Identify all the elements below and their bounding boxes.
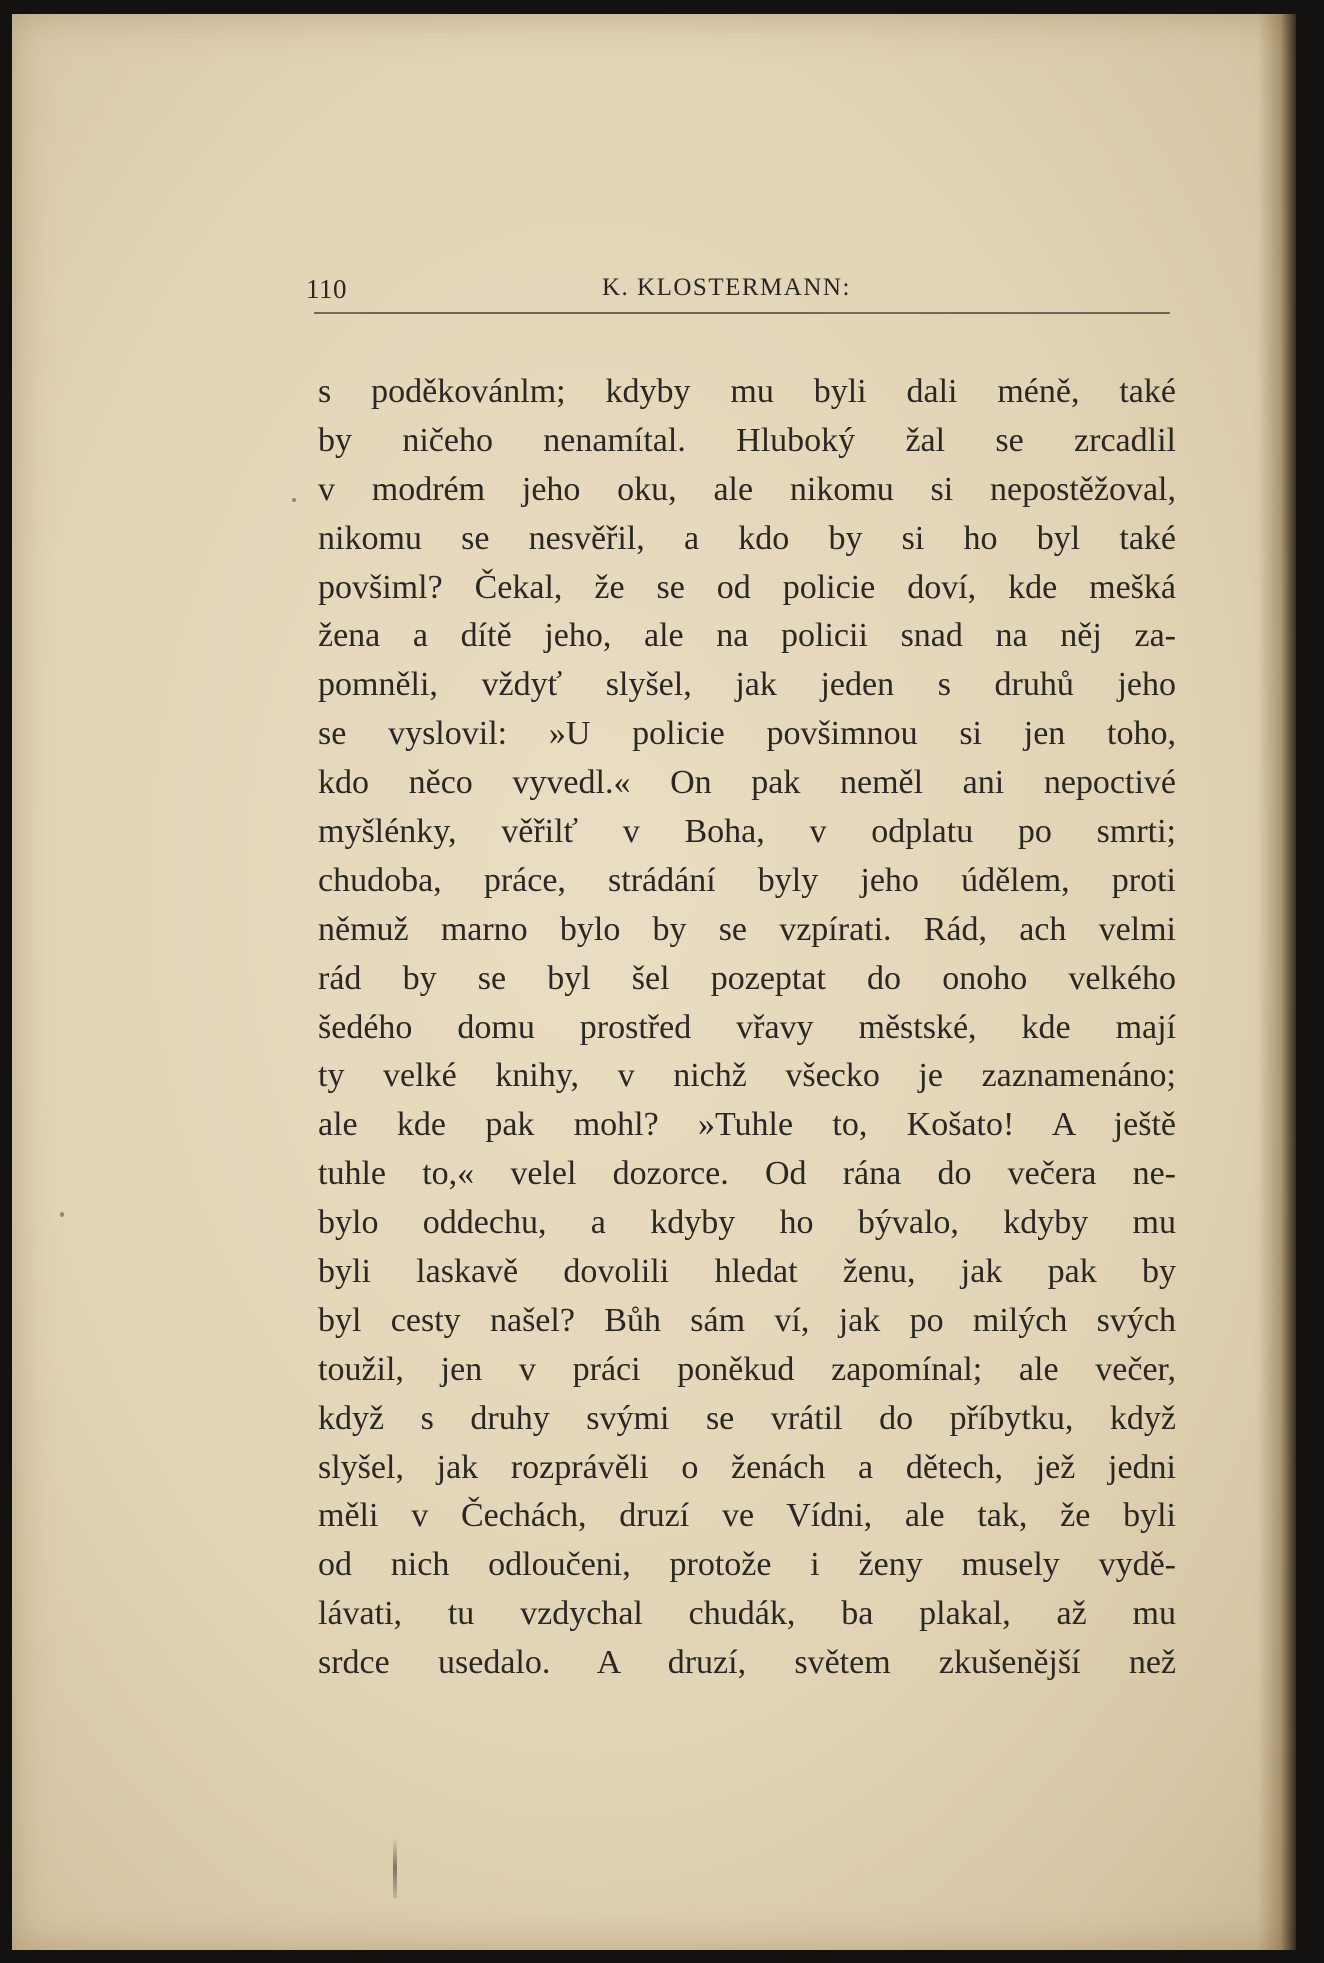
text-line: srdce usedalo. A druzí, světem zkušenější než <box>318 1644 1176 1682</box>
text-line: ale kde pak mohl? »Tuhle to, Košato! A ještě <box>318 1106 1176 1144</box>
text-line: lávati, tu vzdychal chudák, ba plakal, až mu <box>318 1595 1176 1633</box>
paper-mark <box>393 1838 397 1898</box>
text-line: němuž marno bylo by se vzpírati. Rád, ach velmi <box>318 910 1176 948</box>
text-line: s poděkovánlm; kdyby mu byli dali méně, také <box>318 373 1176 410</box>
paper-speck <box>292 498 296 502</box>
page-number: 110 <box>306 274 347 304</box>
text-line: myšlénky, věřilť v Boha, v odplatu po smrti; <box>318 813 1176 851</box>
text-line: tuhle to,« velel dozorce. Od rána do večera ne- <box>318 1155 1176 1193</box>
text-line: toužil, jen v práci poněkud zapomínal; ale večer, <box>318 1350 1176 1388</box>
spine-shadow <box>1258 14 1296 1950</box>
text-line: chudoba, práce, strádání byly jeho údělem, proti <box>318 861 1176 899</box>
text-line: měli v Čechách, druzí ve Vídni, ale tak, že byli <box>318 1497 1176 1535</box>
text-line: rád by se byl šel pozeptat do onoho velkého <box>318 959 1176 997</box>
header-rule <box>314 312 1170 314</box>
text-line: byli laskavě dovolili hledat ženu, jak pak by <box>318 1253 1176 1291</box>
text-line: nikomu se nesvěřil, a kdo by si ho byl také <box>318 519 1176 557</box>
author-running-title: K. KLOSTERMANN: <box>602 274 851 301</box>
text-line: by ničeho nenamítal. Hluboký žal se zrcadlil <box>318 421 1176 459</box>
body-text <box>318 368 1176 1688</box>
text-line: ty velké knihy, v nichž všecko je zaznamenáno; <box>318 1057 1176 1095</box>
text-line: když s druhy svými se vrátil do příbytku, když <box>318 1399 1176 1437</box>
text-line: v modrém jeho oku, ale nikomu si nepostěžoval, <box>318 470 1176 508</box>
text-line: kdo něco vyvedl.« On pak neměl ani nepoctivé <box>318 764 1176 802</box>
text-line: žena a dítě jeho, ale na policii snad na něj za- <box>318 617 1176 655</box>
text-line: slyšel, jak rozprávěli o ženách a dětech, jež jedni <box>318 1448 1176 1486</box>
text-line: bylo oddechu, a kdyby ho bývalo, kdyby mu <box>318 1204 1176 1242</box>
text-line: pomněli, vždyť slyšel, jak jeden s druhů jeho <box>318 666 1176 704</box>
text-line: povšiml? Čekal, že se od policie dοví, kde mešká <box>318 568 1176 606</box>
text-line: byl cesty našel? Bůh sám ví, jak po milých svých <box>318 1301 1176 1339</box>
text-line: šedého domu prostřed vřavy městské, kde mají <box>318 1008 1176 1046</box>
paper-speck <box>60 1212 64 1217</box>
text-line: se vyslovil: »U policie povšimnou si jen toho, <box>318 715 1176 753</box>
text-line: od nich odloučeni, protože i ženy musely vydě- <box>318 1546 1176 1584</box>
